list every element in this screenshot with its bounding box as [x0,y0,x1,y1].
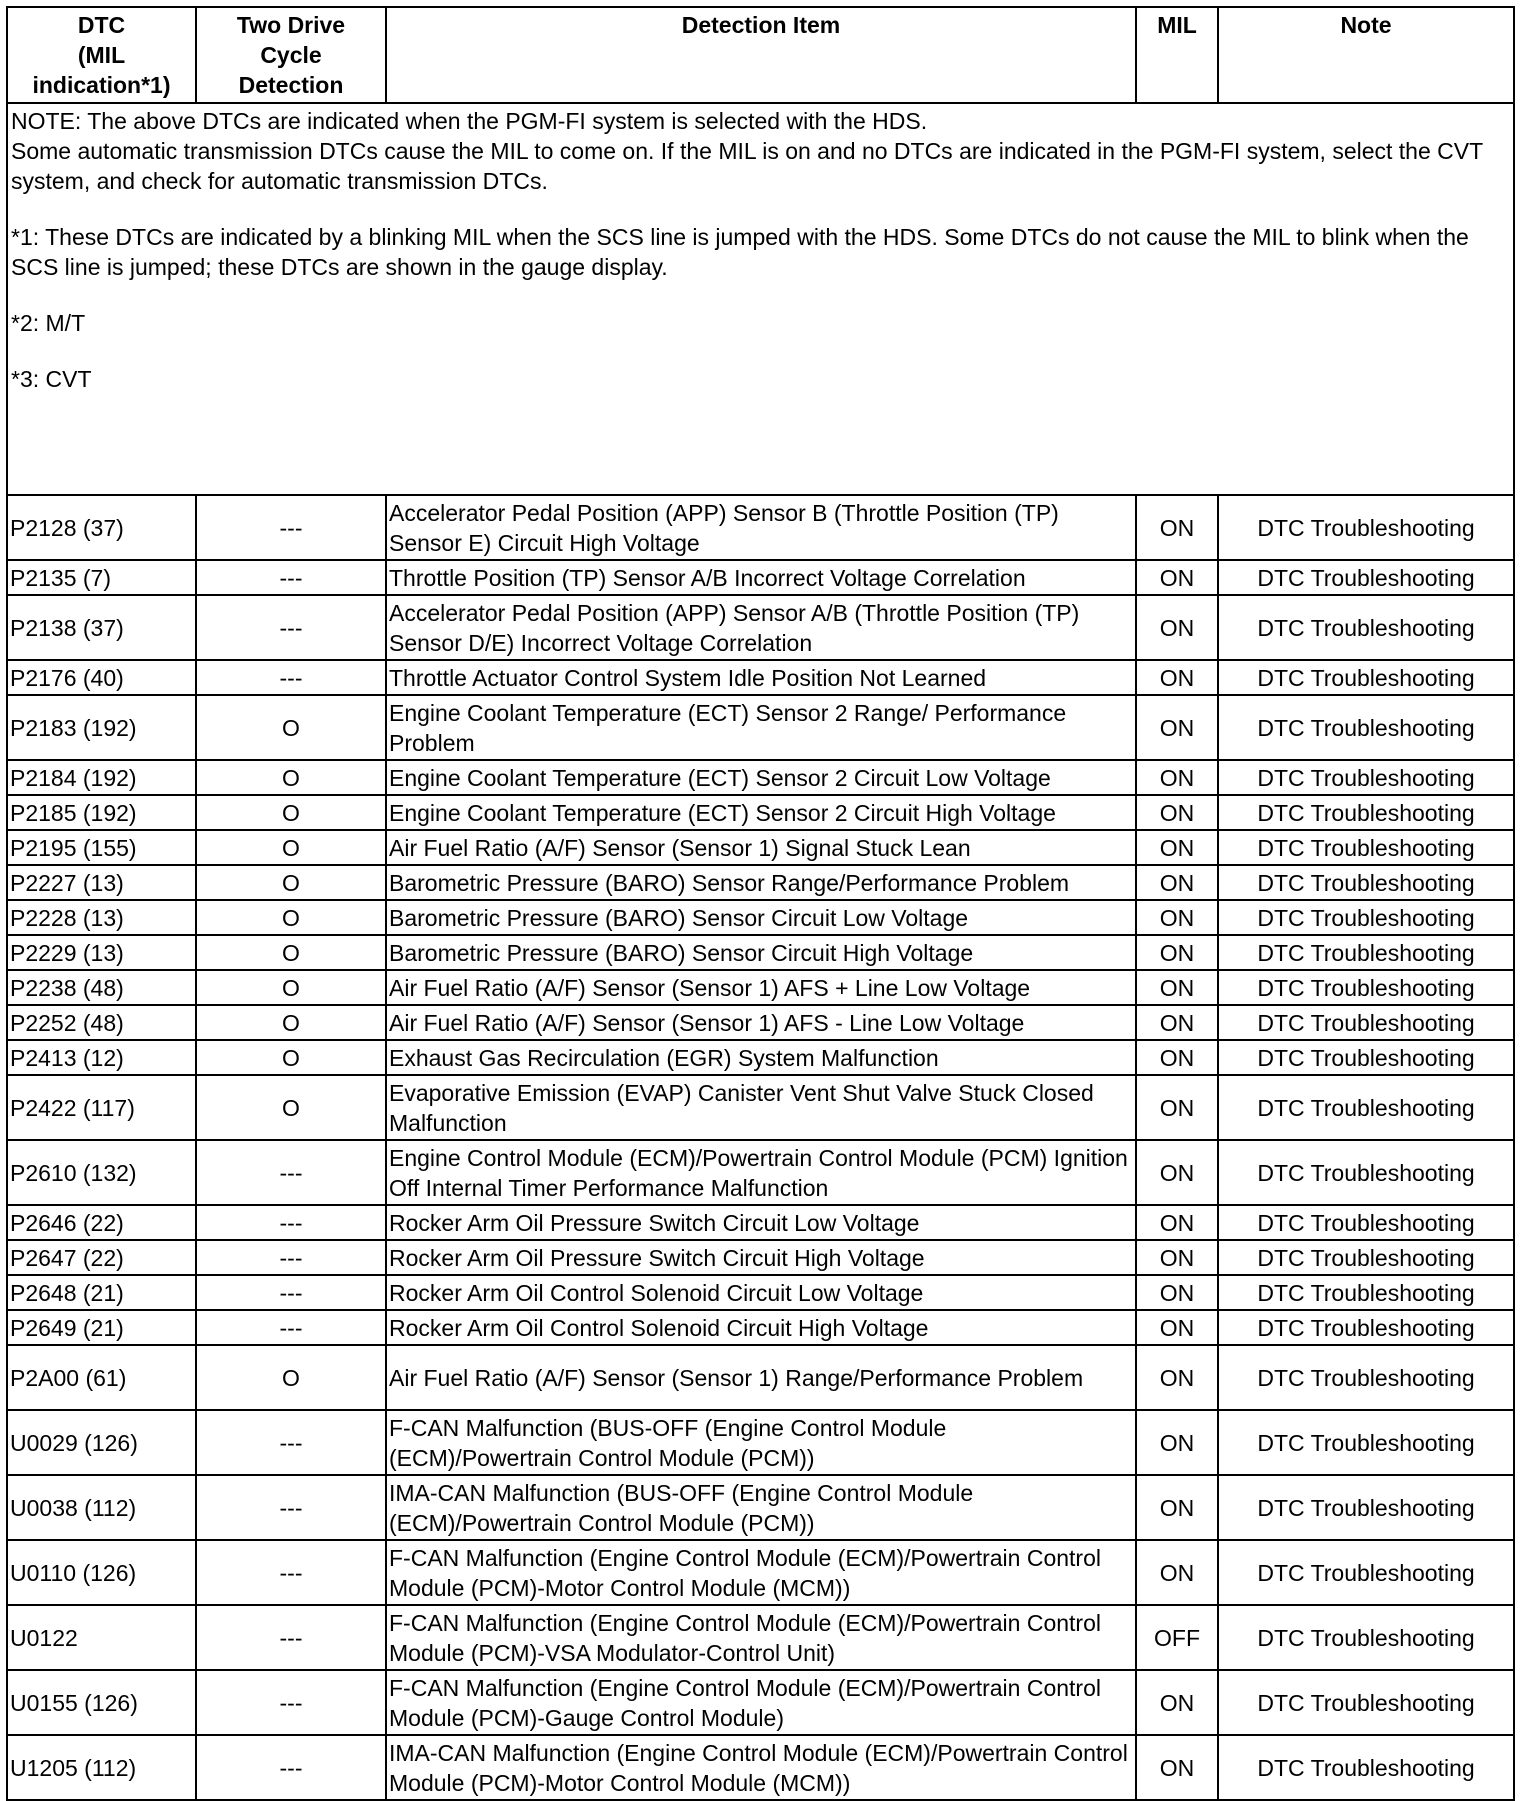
table-row [7,1475,1514,1540]
note-cell: DTC Troubleshooting [1218,1005,1514,1040]
note-cell: DTC Troubleshooting [1218,1310,1514,1345]
mil-status-cell: ON [1136,1205,1218,1240]
detection-item-cell: Rocker Arm Oil Pressure Switch Circuit Low Voltage [386,1205,1136,1240]
table-row [7,1275,1514,1310]
mil-status-cell: OFF [1136,1605,1218,1670]
detection-item-cell: IMA-CAN Malfunction (Engine Control Module (ECM)/Powertrain Control Module (PCM)-Motor Control Module (MCM)) [386,1735,1136,1800]
table-row [7,1240,1514,1275]
mil-status-cell: ON [1136,760,1218,795]
note-cell: DTC Troubleshooting [1218,1540,1514,1605]
note-cell: DTC Troubleshooting [1218,695,1514,760]
detection-item-cell: Air Fuel Ratio (A/F) Sensor (Sensor 1) Range/Performance Problem [386,1345,1136,1410]
note-footnote-2: *2: M/T [11,310,86,336]
mil-status-cell: ON [1136,1735,1218,1800]
two-drive-cycle-cell: --- [196,1205,386,1240]
note-cell: DTC Troubleshooting [1218,970,1514,1005]
mil-status-cell: ON [1136,935,1218,970]
dtc-code-cell: P2238 (48) [7,970,196,1005]
note-cell: DTC Troubleshooting [1218,1075,1514,1140]
table-row [7,1605,1514,1670]
table-row [7,1540,1514,1605]
detection-item-cell: Rocker Arm Oil Control Solenoid Circuit Low Voltage [386,1275,1136,1310]
detection-item-cell: Engine Coolant Temperature (ECT) Sensor 2 Circuit High Voltage [386,795,1136,830]
dtc-code-cell: U0110 (126) [7,1540,196,1605]
detection-item-cell: Throttle Actuator Control System Idle Position Not Learned [386,660,1136,695]
dtc-code-cell: U0038 (112) [7,1475,196,1540]
table-row [7,1005,1514,1040]
note-cell: DTC Troubleshooting [1218,1140,1514,1205]
detection-item-cell: Barometric Pressure (BARO) Sensor Circuit High Voltage [386,935,1136,970]
note-cell: DTC Troubleshooting [1218,560,1514,595]
two-drive-cycle-cell: O [196,900,386,935]
two-drive-cycle-cell: --- [196,660,386,695]
mil-status-cell: ON [1136,1140,1218,1205]
dtc-code-cell: P2185 (192) [7,795,196,830]
dtc-code-cell: U1205 (112) [7,1735,196,1800]
header-detection-item: Detection Item [386,7,1136,103]
note-automatic-transmission: Some automatic transmission DTCs cause the MIL to come on. If the MIL is on and no DTCs are indicated in the PGM-FI system, select the CVT system, and check for automatic transmission DTCs. [11,138,1483,194]
note-footnote-1: *1: These DTCs are indicated by a blinking MIL when the SCS line is jumped with the HDS. Some DTCs do not cause the MIL to blink when the SCS line is jumped; these DTCs are shown in the gauge display. [11,224,1469,280]
detection-item-cell: Rocker Arm Oil Pressure Switch Circuit High Voltage [386,1240,1136,1275]
mil-status-cell: ON [1136,1540,1218,1605]
dtc-code-cell: P2648 (21) [7,1275,196,1310]
two-drive-cycle-cell: --- [196,1605,386,1670]
note-cell: DTC Troubleshooting [1218,900,1514,935]
mil-status-cell: ON [1136,1040,1218,1075]
mil-status-cell: ON [1136,695,1218,760]
mil-status-cell: ON [1136,595,1218,660]
header-note: Note [1218,7,1514,103]
note-cell: DTC Troubleshooting [1218,865,1514,900]
detection-item-cell: Accelerator Pedal Position (APP) Sensor A/B (Throttle Position (TP) Sensor D/E) Incorrect Voltage Correlation [386,595,1136,660]
note-cell: DTC Troubleshooting [1218,1475,1514,1540]
note-cell: DTC Troubleshooting [1218,1410,1514,1475]
two-drive-cycle-cell: O [196,1040,386,1075]
table-row [7,1345,1514,1410]
table-row [7,830,1514,865]
detection-item-cell: F-CAN Malfunction (Engine Control Module (ECM)/Powertrain Control Module (PCM)-VSA Modulator-Control Unit) [386,1605,1136,1670]
dtc-code-cell: P2128 (37) [7,495,196,560]
dtc-table [6,6,1515,1801]
note-cell: DTC Troubleshooting [1218,1240,1514,1275]
dtc-code-cell: P2135 (7) [7,560,196,595]
two-drive-cycle-cell: --- [196,1140,386,1205]
note-cell: DTC Troubleshooting [1218,830,1514,865]
table-row [7,1075,1514,1140]
mil-status-cell: ON [1136,865,1218,900]
two-drive-cycle-cell: --- [196,560,386,595]
table-row [7,1040,1514,1075]
two-drive-cycle-cell: O [196,830,386,865]
detection-item-cell: F-CAN Malfunction (Engine Control Module (ECM)/Powertrain Control Module (PCM)-Motor Control Module (MCM)) [386,1540,1136,1605]
table-row [7,1735,1514,1800]
detection-item-cell: Throttle Position (TP) Sensor A/B Incorrect Voltage Correlation [386,560,1136,595]
detection-item-cell: Air Fuel Ratio (A/F) Sensor (Sensor 1) Signal Stuck Lean [386,830,1136,865]
note-cell: DTC Troubleshooting [1218,495,1514,560]
two-drive-cycle-cell: --- [196,595,386,660]
mil-status-cell: ON [1136,970,1218,1005]
mil-status-cell: ON [1136,560,1218,595]
dtc-code-cell: U0155 (126) [7,1670,196,1735]
table-row [7,1410,1514,1475]
table-row [7,935,1514,970]
detection-item-cell: Air Fuel Ratio (A/F) Sensor (Sensor 1) AFS + Line Low Voltage [386,970,1136,1005]
mil-status-cell: ON [1136,1310,1218,1345]
dtc-code-cell: P2228 (13) [7,900,196,935]
note-cell: DTC Troubleshooting [1218,660,1514,695]
detection-item-cell: Barometric Pressure (BARO) Sensor Range/Performance Problem [386,865,1136,900]
header-row [7,7,1514,103]
two-drive-cycle-cell: O [196,1075,386,1140]
detection-item-cell: Engine Coolant Temperature (ECT) Sensor 2 Circuit Low Voltage [386,760,1136,795]
two-drive-cycle-cell: --- [196,1310,386,1345]
mil-status-cell: ON [1136,830,1218,865]
dtc-code-cell: P2647 (22) [7,1240,196,1275]
table-row [7,1310,1514,1345]
header-mil: MIL [1136,7,1218,103]
detection-item-cell: Accelerator Pedal Position (APP) Sensor B (Throttle Position (TP) Sensor E) Circuit High Voltage [386,495,1136,560]
table-row [7,695,1514,760]
detection-item-cell: Barometric Pressure (BARO) Sensor Circuit Low Voltage [386,900,1136,935]
table-row [7,1670,1514,1735]
dtc-code-cell: U0029 (126) [7,1410,196,1475]
two-drive-cycle-cell: --- [196,1540,386,1605]
header-two-drive-cycle: Two Drive Cycle Detection [196,7,386,103]
dtc-code-cell: P2A00 (61) [7,1345,196,1410]
table-row [7,660,1514,695]
two-drive-cycle-cell: O [196,970,386,1005]
table-row [7,1140,1514,1205]
table-row [7,595,1514,660]
detection-item-cell: F-CAN Malfunction (Engine Control Module (ECM)/Powertrain Control Module (PCM)-Gauge Control Module) [386,1670,1136,1735]
note-cell: DTC Troubleshooting [1218,1040,1514,1075]
note-cell: DTC Troubleshooting [1218,1670,1514,1735]
two-drive-cycle-cell: --- [196,1735,386,1800]
note-cell: DTC Troubleshooting [1218,595,1514,660]
detection-item-cell: Engine Control Module (ECM)/Powertrain Control Module (PCM) Ignition Off Internal Timer Performance Malfunction [386,1140,1136,1205]
two-drive-cycle-cell: O [196,935,386,970]
dtc-code-cell: P2649 (21) [7,1310,196,1345]
dtc-code-cell: P2184 (192) [7,760,196,795]
detection-item-cell: Air Fuel Ratio (A/F) Sensor (Sensor 1) AFS - Line Low Voltage [386,1005,1136,1040]
dtc-code-cell: P2176 (40) [7,660,196,695]
two-drive-cycle-cell: O [196,1345,386,1410]
table-row [7,560,1514,595]
dtc-code-cell: P2646 (22) [7,1205,196,1240]
header-dtc: DTC (MIL indication*1) [7,7,196,103]
two-drive-cycle-cell: --- [196,1240,386,1275]
dtc-code-cell: P2610 (132) [7,1140,196,1205]
two-drive-cycle-cell: O [196,865,386,900]
dtc-code-cell: P2227 (13) [7,865,196,900]
note-hds-selection: NOTE: The above DTCs are indicated when the PGM-FI system is selected with the HDS. [11,108,928,134]
notes-cell [7,103,1514,495]
table-row [7,900,1514,935]
table-row [7,1205,1514,1240]
note-cell: DTC Troubleshooting [1218,1735,1514,1800]
mil-status-cell: ON [1136,1475,1218,1540]
mil-status-cell: ON [1136,1240,1218,1275]
dtc-code-cell: U0122 [7,1605,196,1670]
two-drive-cycle-cell: O [196,695,386,760]
mil-status-cell: ON [1136,1345,1218,1410]
mil-status-cell: ON [1136,495,1218,560]
mil-status-cell: ON [1136,795,1218,830]
dtc-code-cell: P2138 (37) [7,595,196,660]
two-drive-cycle-cell: O [196,760,386,795]
two-drive-cycle-cell: --- [196,1475,386,1540]
detection-item-cell: F-CAN Malfunction (BUS-OFF (Engine Control Module (ECM)/Powertrain Control Module (PCM)) [386,1410,1136,1475]
two-drive-cycle-cell: O [196,1005,386,1040]
detection-item-cell: Rocker Arm Oil Control Solenoid Circuit High Voltage [386,1310,1136,1345]
detection-item-cell: Engine Coolant Temperature (ECT) Sensor 2 Range/ Performance Problem [386,695,1136,760]
mil-status-cell: ON [1136,1075,1218,1140]
dtc-code-cell: P2195 (155) [7,830,196,865]
notes-row [7,103,1514,495]
dtc-code-cell: P2252 (48) [7,1005,196,1040]
detection-item-cell: Exhaust Gas Recirculation (EGR) System Malfunction [386,1040,1136,1075]
mil-status-cell: ON [1136,1670,1218,1735]
detection-item-cell: Evaporative Emission (EVAP) Canister Vent Shut Valve Stuck Closed Malfunction [386,1075,1136,1140]
note-cell: DTC Troubleshooting [1218,935,1514,970]
two-drive-cycle-cell: O [196,795,386,830]
note-cell: DTC Troubleshooting [1218,795,1514,830]
note-cell: DTC Troubleshooting [1218,1205,1514,1240]
note-cell: DTC Troubleshooting [1218,1605,1514,1670]
table-row [7,495,1514,560]
note-cell: DTC Troubleshooting [1218,760,1514,795]
table-row [7,795,1514,830]
mil-status-cell: ON [1136,900,1218,935]
dtc-code-cell: P2229 (13) [7,935,196,970]
dtc-code-cell: P2413 (12) [7,1040,196,1075]
note-cell: DTC Troubleshooting [1218,1275,1514,1310]
dtc-table-container [6,6,1513,1801]
dtc-code-cell: P2183 (192) [7,695,196,760]
mil-status-cell: ON [1136,660,1218,695]
two-drive-cycle-cell: --- [196,1275,386,1310]
note-footnote-3: *3: CVT [11,366,92,392]
table-row [7,760,1514,795]
dtc-code-cell: P2422 (117) [7,1075,196,1140]
table-row [7,865,1514,900]
mil-status-cell: ON [1136,1275,1218,1310]
mil-status-cell: ON [1136,1005,1218,1040]
table-row [7,970,1514,1005]
mil-status-cell: ON [1136,1410,1218,1475]
two-drive-cycle-cell: --- [196,1410,386,1475]
detection-item-cell: IMA-CAN Malfunction (BUS-OFF (Engine Control Module (ECM)/Powertrain Control Module (PCM)) [386,1475,1136,1540]
two-drive-cycle-cell: --- [196,495,386,560]
two-drive-cycle-cell: --- [196,1670,386,1735]
note-cell: DTC Troubleshooting [1218,1345,1514,1410]
